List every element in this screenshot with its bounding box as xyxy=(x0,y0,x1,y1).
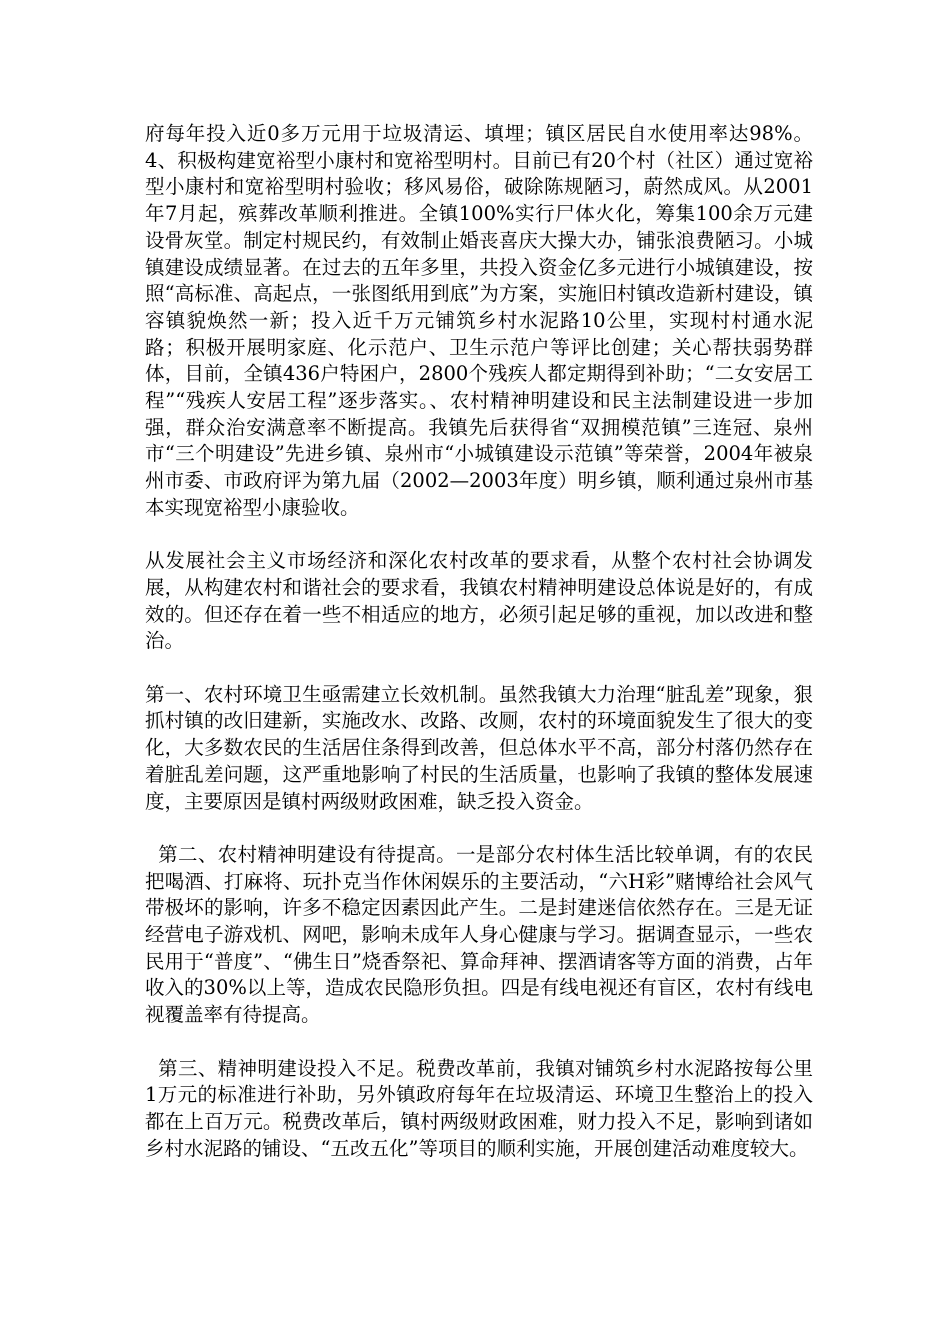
paragraph-1: 府每年投入近0多万元用于垃圾清运、填埋；镇区居民自水使用率达98%。4、积极构建宽裕型小康村和宽裕型明村。目前已有20个村（社区）通过宽裕型小康村和宽裕型明村验收；移风易俗，破除陈规陋习，蔚然成风。从2001年7月起，殡葬改革顺利推进。全镇100%实行尸体火化，筹集100余万元建设骨灰堂。制定村规民约，有效制止婚丧喜庆大操大办，铺张浪费陋习。小城镇建设成绩显著。在过去的五年多里，共投入资金亿多元进行小城镇建设，按照“高标准、高起点，一张图纸用到底”为方案，实施旧村镇改造新村建设，镇容镇貌焕然一新；投入近千万元铺筑乡村水泥路10公里，实现村村通水泥路；积极开展明家庭、化示范户、卫生示范户等评比创建；关心帮扶弱势群体，目前，全镇436户特困户，2800个残疾人都定期得到补助；“二女安居工程”“残疾人安居工程”逐步落实。、农村精神明建设和民主法制建设进一步加强，群众治安满意率不断提高。我镇先后获得省“双拥模范镇”三连冠、泉州市“三个明建设”先进乡镇、泉州市“小城镇建设示范镇”等荣誉，2004年被泉州市委、市政府评为第九届（2002—2003年度）明乡镇，顺利通过泉州市基本实现宽裕型小康验收。 xyxy=(145,122,813,519)
paragraph-3: 第一、农村环境卫生亟需建立长效机制。虽然我镇大力治理“脏乱差”现象，狠抓村镇的改旧建新，实施改水、改路、改厕，农村的环境面貌发生了很大的变化，大多数农民的生活居住条得到改善，但总体水平不高，部分村落仍然存在着脏乱差问题，这严重地影响了村民的生活质量，也影响了我镇的整体发展速度，主要原因是镇村两级财政困难，缺乏投入资金。 xyxy=(145,682,813,813)
paragraph-5: 第三、精神明建设投入不足。税费改革前，我镇对铺筑乡村水泥路按每公里1万元的标准进行补助，另外镇政府每年在垃圾清运、环境卫生整治上的投入都在上百万元。税费改革后，镇村两级财政困难，财力投入不足，影响到诸如乡村水泥路的铺设、“五改五化”等项目的顺利实施，开展创建活动难度较大。 xyxy=(145,1056,813,1160)
document-body xyxy=(145,121,813,1189)
paragraph-4: 第二、农村精神明建设有待提高。一是部分农村体生活比较单调，有的农民把喝酒、打麻将、玩扑克当作休闲娱乐的主要活动，“六H彩”赌博给社会风气带极坏的影响，许多不稳定因素因此产生。二是封建迷信依然存在。三是无证经营电子游戏机、网吧，影响未成年人身心健康与学习。据调查显示，一些农民用于“普度”、“佛生日”烧香祭祀、算命拜神、摆酒请客等方面的消费，占年收入的30%以上等，造成农民隐形负担。四是有线电视还有盲区，农村有线电视覆盖率有待提高。 xyxy=(145,842,813,1027)
paragraph-2: 从发展社会主义市场经济和深化农村改革的要求看，从整个农村社会协调发展，从构建农村和谐社会的要求看，我镇农村精神明建设总体说是好的，有成效的。但还存在着一些不相适应的地方，必须引起足够的重视，加以改进和整治。 xyxy=(145,549,813,653)
